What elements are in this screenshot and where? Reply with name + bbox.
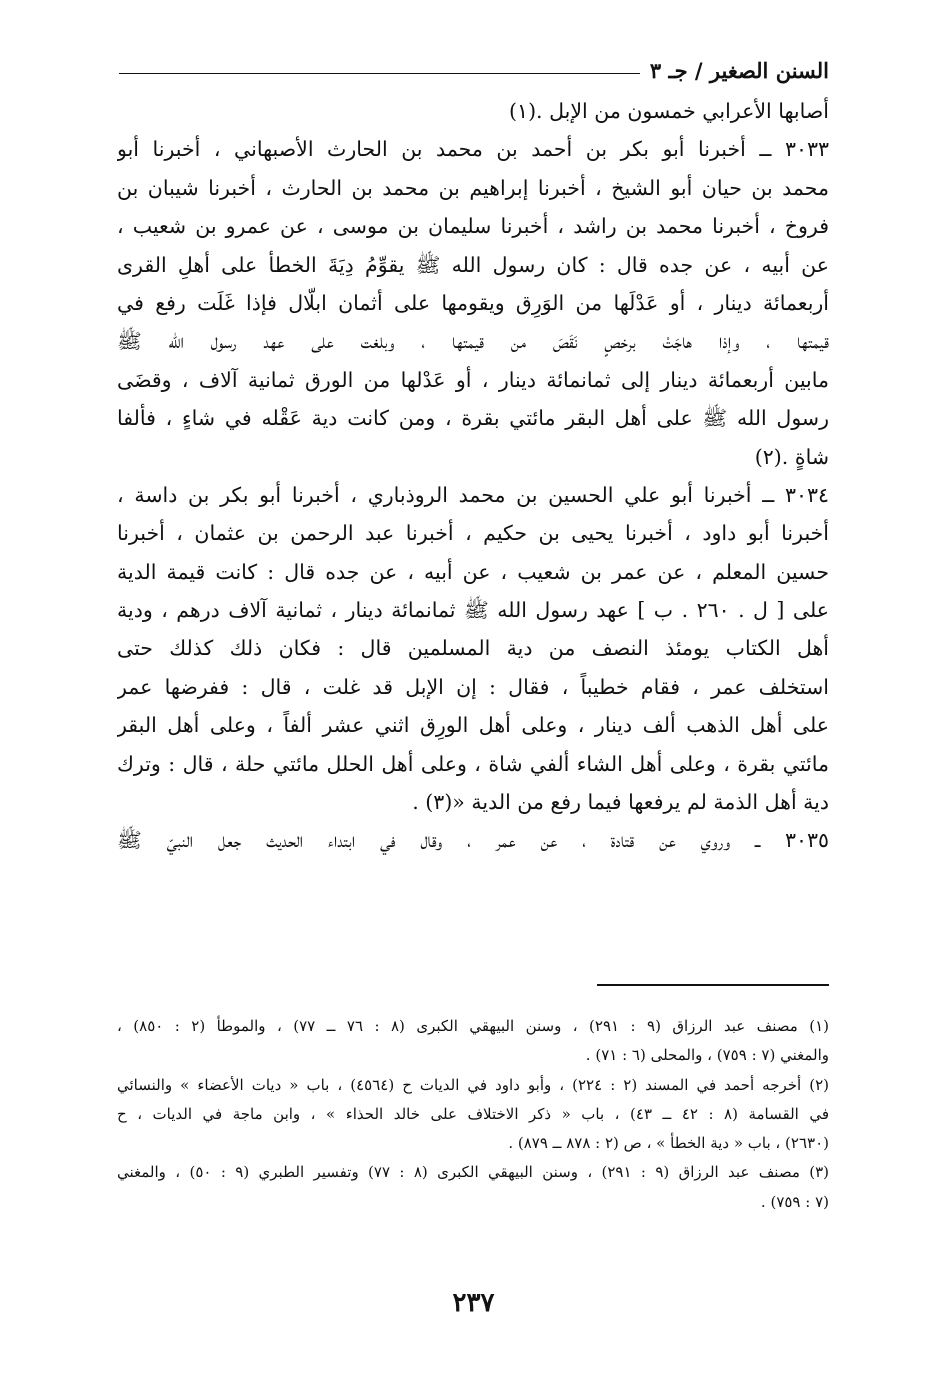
text-line: شاةٍ .(٢) xyxy=(754,444,829,469)
text-line: على [ ل . ٢٦٠ . ب ] عهد رسول الله ﷺ ثمانمائة دينار ، ثمانية آلاف درهم ، ودية xyxy=(117,598,829,623)
running-header-title: السنن الصغير / جـ ٣ xyxy=(649,57,829,83)
hadith-3033-start: ٣٠٣٣ ــ أخبرنا أبو بكر بن أحمد بن محمد بن الحارث الأصبهاني ، أخبرنا أبو xyxy=(117,137,829,162)
text-line: مائتي بقرة ، وعلى أهل الشاء ألفي شاة ، وعلى أهل الحلل مائتي حلة ، قال : وترك xyxy=(117,751,829,776)
footnote-line: (٣) مصنف عبد الرزاق (٩ : ٢٩١) ، وسنن البيهقي الكبرى (٨ : ٧٧) وتفسير الطبري (٩ : ٥٠) ، والمغني xyxy=(117,1163,829,1182)
footnote-line: (٢٦٣٠) ، باب « دية الخطأ » ، ص (٢ : ٨٧٨ ــ ٨٧٩) . xyxy=(508,1134,829,1153)
footnote-line: (١) مصنف عبد الرزاق (٩ : ٢٩١) ، وسنن البيهقي الكبرى (٨ : ٧٦ ــ ٧٧) ، والموطأ (٢ : ٨٥٠) ، xyxy=(117,1017,829,1035)
header-rule xyxy=(119,73,640,74)
text-line: عن أبيه ، عن جده قال : كان رسول الله ﷺ يقوِّمُ دِيَةَ الخطأ على أهلِ القرى xyxy=(117,252,829,277)
footnote-line: (٧ : ٧٥٩) . xyxy=(760,1192,829,1211)
text-line: حسين المعلم ، عن عمر بن شعيب ، عن أبيه ، عن جده قال : كانت قيمة الدية xyxy=(117,559,829,584)
text-line: أهل الكتاب يومئذ النصف من دية المسلمين قال : فكان ذلك كذلك حتى xyxy=(117,636,829,661)
text-line: أخبرنا أبو داود ، أخبرنا يحيى بن حكيم ، أخبرنا عبد الرحمن بن عثمان ، أخبرنا xyxy=(117,521,829,546)
footnote-separator xyxy=(597,984,829,986)
text-line: على أهل الذهب ألف دينار ، وعلى أهل الورِق اثني عشر ألفاً ، وعلى أهل البقر xyxy=(117,713,829,738)
main-text xyxy=(117,92,829,860)
text-line: أربعمائة دينار ، أو عَدْلَها من الوَرِق ويقومها على أثمان ابلّال فإذا غَلَت رفع في xyxy=(117,290,829,315)
hadith-3035-start: ٣٠٣٥ ــ وروي عن قتادة ، عن عمر ، وقال في ابتداء الحديث جعل النبيّ ﷺ xyxy=(117,828,829,853)
footnote-line: (٢) أخرجه أحمد في المسند (٢ : ٢٢٤) ، وأبو داود في الديات ح (٤٥٦٤) ، باب « ديات الأعضاء » والنسائي xyxy=(117,1075,829,1094)
text-line: دية أهل الذمة لم يرفعها فيما رفع من الدية «(٣) . xyxy=(412,790,829,815)
text-line: رسول الله ﷺ على أهل البقر مائتي بقرة ، ومن كانت دية عَقْله في شاءٍ ، فألفا xyxy=(117,406,829,431)
text-line: محمد بن حيان أبو الشيخ ، أخبرنا إبراهيم بن محمد بن الحارث ، أخبرنا شيبان بن xyxy=(117,175,829,200)
footnote-line: والمغني (٧ : ٧٥٩) ، والمحلى (٦ : ٧١) . xyxy=(585,1046,829,1065)
text-line: مابين أربعمائة دينار إلى ثمانمائة دينار ، أو عَدْلها من الورق ثمانية آلاف ، وقضَى xyxy=(117,367,829,392)
page-number: ٢٣٧ xyxy=(452,1288,495,1318)
running-header xyxy=(119,52,829,88)
hadith-3034-start: ٣٠٣٤ ــ أخبرنا أبو علي الحسين بن محمد الروذباري ، أخبرنا أبو بكر بن داسة ، xyxy=(117,482,829,507)
text-line: أصابها الأعرابي خمسون من الإبل .(١) xyxy=(509,99,829,123)
text-line: قيمتها ، وإذا هاجَتْ برخصٍ نَقَصَ من قيمتها ، وبلغت على عهد رسول الله ﷺ xyxy=(117,329,829,354)
text-line: استخلف عمر ، فقام خطيباً ، فقال : إن الإبل قد غلت ، قال : ففرضها عمر xyxy=(117,674,829,699)
footnote-line: في القسامة (٨ : ٤٢ ــ ٤٣) ، باب « ذكر الاختلاف على خالد الحذاء » ، وابن ماجة في الديات ، ح xyxy=(117,1104,829,1123)
text-line: فروخ ، أخبرنا محمد بن راشد ، أخبرنا سليمان بن موسى ، عن عمرو بن شعيب ، xyxy=(117,214,829,239)
footnotes xyxy=(117,1012,829,1217)
